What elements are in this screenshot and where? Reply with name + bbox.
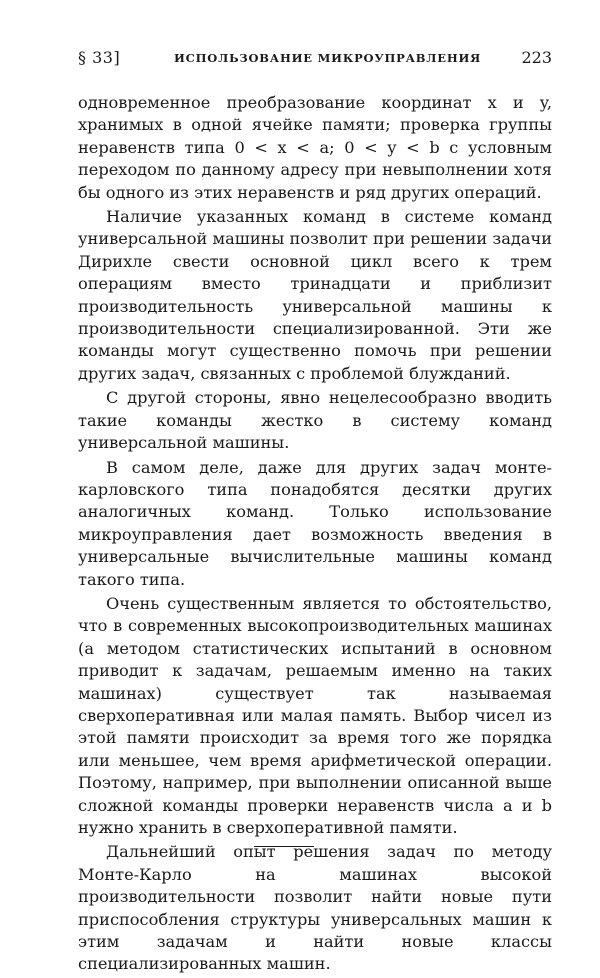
paragraph-6: Дальнейший опыт решения задач по методу Монте-Карло на машинах высокой производительности позволит найти новые пути приспособления структуры универсальных машин к этим задачам и найти новые классы специализированных машин. [78,842,552,974]
paragraph-2: Наличие указанных команд в системе команд универсальной машины позволит при решении задачи Дирихле свести основной цикл всего к трем операциям вместо тринадцати и приблизит производительность универсальной машины к производительности специализированной. Эти же команды могут существенно помочь при решении других задач, связанных с проблемой блужданий. [78,207,552,383]
end-rule [254,846,314,847]
paragraph-5: Очень существенным является то обстоятельство, что в современных высокопроизводительных машинах (а методом статистических испытаний в основном приводит к задачам, решаемым именно на таких машинах) существует так называемая сверхоперативная или малая память. Выбор чисел из этой памяти происходит за время того же порядка или меньшее, чем время арифметической операции. Поэтому, например, при выполнении описанной выше сложной команды проверки неравенств числа a и b нужно хранить в сверхоперативной памяти. [78,593,552,837]
paragraph-4: В самом деле, даже для других задач монте-карловского типа понадобятся десятки других аналогичных команд. Только использование микроуправления дает возможность введения в универсальные вычислительные машины команд такого типа. [78,457,552,589]
page-number: 223 [521,48,552,67]
paragraph-1: одновременное преобразование координат x и y, хранимых в одной ячейке памяти; проверка группы неравенств типа 0 < x < a; 0 < y < b с условным переходом по данному адресу при невыполнении хотя бы одного из этих неравенств и ряд других операций. [78,93,552,202]
chapter-title: ИСПОЛЬЗОВАНИЕ МИКРОУПРАВЛЕНИЯ [174,51,482,65]
section-number: § 33] [78,48,121,67]
body-text [78,92,552,978]
running-head [78,48,552,72]
paragraph-3: С другой стороны, явно нецелесообразно вводить такие команды жестко в систему команд универсальной машины. [78,388,552,453]
